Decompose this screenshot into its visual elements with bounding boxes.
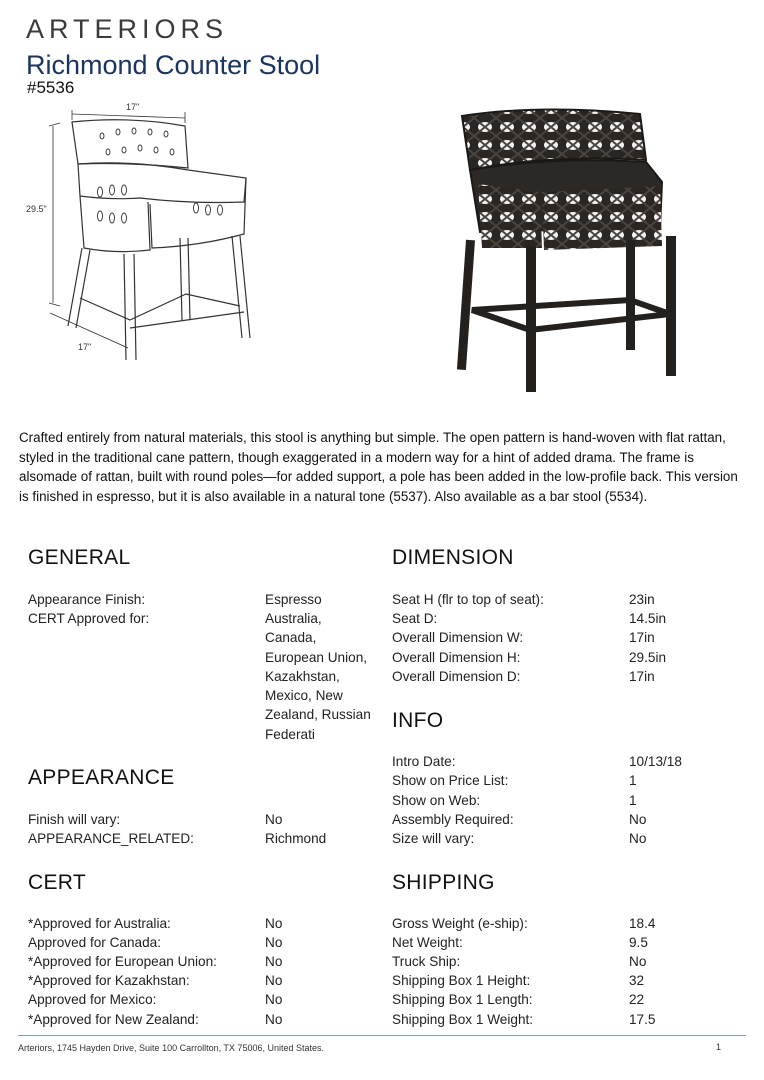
cert-label: *Approved for Australia: (28, 916, 171, 931)
info-value: 10/13/18 (629, 754, 682, 769)
cert-label: Approved for Mexico: (28, 992, 157, 1007)
dimension-label: Seat D: (392, 611, 438, 626)
general-label-finish: Appearance Finish: (28, 592, 146, 607)
info-label: Intro Date: (392, 754, 456, 769)
dim-width-label: 17" (126, 102, 140, 112)
dimension-value: 23in (629, 592, 655, 607)
dim-depth-label: 17" (78, 342, 92, 352)
info-value: 1 (629, 793, 637, 808)
dimension-value: 29.5in (629, 650, 667, 665)
dimension-label: Seat H (flr to top of seat): (392, 592, 544, 607)
info-value: No (629, 812, 647, 827)
shipping-value: No (629, 954, 647, 969)
appearance-value-finish-vary: No (265, 812, 283, 827)
brand-logo: ARTERIORS (26, 14, 229, 44)
product-sku: #5536 (27, 78, 75, 97)
dimension-label: Overall Dimension H: (392, 650, 521, 665)
dimension-heading: DIMENSION (392, 546, 514, 569)
general-heading: GENERAL (28, 546, 131, 569)
appearance-value-related: Richmond (265, 831, 327, 846)
product-description: Crafted entirely from natural materials, this stool is anything but simple. The open pattern is hand-woven with flat rattan, styled in the traditional cane pattern, though exaggerated in a modern way for a hint of added drama. The frame is alsomade of rattan, built with round poles—for added support, a pole has been added in the low-profile back. This version is finished in espresso, but it is also available in a natural tone (5537). Also available as a bar stool (5534). (19, 430, 738, 504)
info-value: 1 (629, 773, 637, 788)
cert-value: No (265, 916, 283, 931)
cert-value: No (265, 973, 283, 988)
shipping-label: Gross Weight (e-ship): (392, 916, 528, 931)
shipping-label: Shipping Box 1 Weight: (392, 1012, 534, 1027)
dimension-label: Overall Dimension W: (392, 630, 524, 645)
info-heading: INFO (392, 709, 444, 732)
footer-divider (18, 1035, 746, 1036)
shipping-value: 32 (629, 973, 645, 988)
product-photo (430, 100, 690, 400)
dimension-value: 17in (629, 630, 655, 645)
shipping-label: Net Weight: (392, 935, 463, 950)
shipping-value: 22 (629, 992, 645, 1007)
page-number: 1 (716, 1042, 722, 1052)
cert-label: *Approved for Kazakhstan: (28, 973, 190, 988)
general-label-cert: CERT Approved for: (28, 611, 150, 626)
dim-height-label: 29.5" (26, 204, 47, 214)
dimension-value: 17in (629, 669, 655, 684)
info-label: Show on Web: (392, 793, 481, 808)
general-value-finish: Espresso (265, 592, 322, 607)
footer-address: Arteriors, 1745 Hayden Drive, Suite 100 Carrollton, TX 75006, United States. (18, 1043, 324, 1053)
cert-value: No (265, 992, 283, 1007)
dimension-drawing (20, 98, 265, 368)
dimension-label: Overall Dimension D: (392, 669, 521, 684)
cert-value: No (265, 1012, 283, 1027)
cert-label: *Approved for New Zealand: (28, 1012, 199, 1027)
shipping-label: Truck Ship: (392, 954, 461, 969)
product-title: Richmond Counter Stool (26, 50, 321, 80)
shipping-value: 17.5 (629, 1012, 656, 1027)
appearance-label-related: APPEARANCE_RELATED: (28, 831, 194, 846)
appearance-label-finish-vary: Finish will vary: (28, 812, 121, 827)
shipping-label: Shipping Box 1 Height: (392, 973, 531, 988)
cert-heading: CERT (28, 871, 86, 894)
info-label: Show on Price List: (392, 773, 509, 788)
shipping-value: 18.4 (629, 916, 656, 931)
shipping-label: Shipping Box 1 Length: (392, 992, 533, 1007)
cert-label: Approved for Canada: (28, 935, 162, 950)
general-value-cert: Australia, Canada, European Union, Kazakhstan, Mexico, New Zealand, Russian Federati (265, 611, 371, 742)
cert-value: No (265, 954, 283, 969)
info-label: Assembly Required: (392, 812, 514, 827)
shipping-value: 9.5 (629, 935, 648, 950)
info-label: Size will vary: (392, 831, 475, 846)
shipping-heading: SHIPPING (392, 871, 495, 894)
cert-value: No (265, 935, 283, 950)
appearance-heading: APPEARANCE (28, 766, 175, 789)
info-value: No (629, 831, 647, 846)
dimension-value: 14.5in (629, 611, 667, 626)
cert-label: *Approved for European Union: (28, 954, 217, 969)
